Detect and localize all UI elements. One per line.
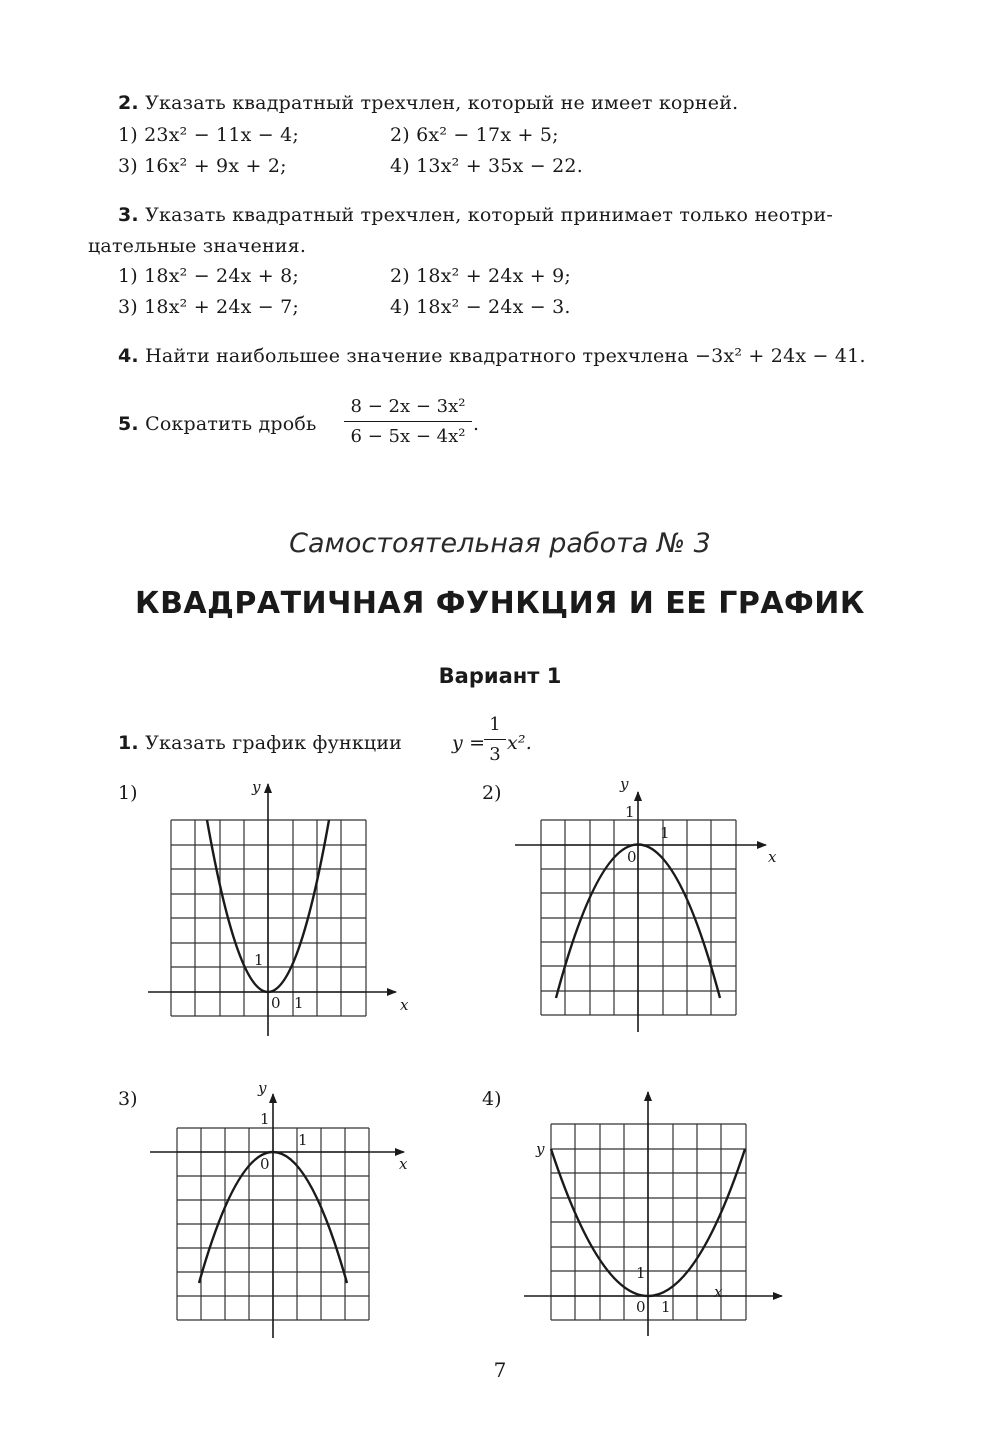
graph-4-y-label: y — [536, 1140, 545, 1158]
graph-3-x-label: x — [399, 1155, 408, 1173]
graph-2 — [515, 775, 777, 1032]
q5-text: Сократить дробь — [145, 413, 317, 435]
graph-3-tick-x1: 1 — [298, 1131, 308, 1149]
q5-number: 5. — [118, 413, 139, 435]
graph-2-tick-x1: 1 — [660, 824, 670, 842]
q3-option-4: 4) 18x² − 24x − 3. — [390, 296, 571, 318]
q3-option-3: 3) 18x² + 24x − 7; — [118, 296, 300, 318]
q5-end: . — [473, 413, 480, 435]
graph-label-3: 3) — [118, 1088, 138, 1110]
q2-option-1: 1) 23x² − 11x − 4; — [118, 124, 300, 146]
graph-4-tick-x1: 1 — [661, 1298, 671, 1316]
graph-2-tick-y1: 1 — [625, 803, 635, 821]
graph-1-tick-x1: 1 — [294, 994, 304, 1012]
graph-3-tick-y1: 1 — [260, 1110, 270, 1128]
graph-label-4: 4) — [482, 1088, 502, 1110]
graph-2-x-label: x — [768, 848, 777, 866]
graph-1-tick-y1: 1 — [254, 951, 264, 969]
v1q1-text: Указать график функции — [145, 732, 403, 754]
graph-4-tick-y1: 1 — [636, 1264, 646, 1282]
q5-denominator: 6 − 5x − 4x² — [350, 426, 466, 447]
q4-text: Найти наибольшее значение квадратного трехчлена −3x² + 24x − 41. — [145, 345, 866, 367]
graph-3-origin: 0 — [260, 1155, 270, 1173]
variant-heading: Вариант 1 — [438, 664, 562, 688]
q2-text: Указать квадратный трехчлен, который не имеет корней. — [145, 92, 739, 114]
section-title: КВАДРАТИЧНАЯ ФУНКЦИЯ И ЕЕ ГРАФИК — [135, 586, 865, 621]
q2-number: 2. — [118, 92, 139, 114]
q3-option-1: 1) 18x² − 24x + 8; — [118, 265, 300, 287]
q3-text-2: цательные значения. — [88, 235, 307, 257]
v1q1-frac-den: 3 — [489, 744, 501, 765]
section-subtitle: Самостоятельная работа № 3 — [289, 528, 711, 559]
q2-option-3: 3) 16x² + 9x + 2; — [118, 155, 287, 177]
graph-label-1: 1) — [118, 782, 138, 804]
graph-4-origin: 0 — [636, 1298, 646, 1316]
graph-1 — [148, 778, 409, 1036]
v1q1-lhs: y = — [452, 732, 486, 754]
graph-3-y-label: y — [258, 1079, 267, 1097]
q3-text-1: Указать квадратный трехчлен, который принимает только неотри- — [145, 204, 833, 226]
q2-option-4: 4) 13x² + 35x − 22. — [390, 155, 583, 177]
graph-3 — [150, 1079, 408, 1338]
graph-2-y-label: y — [620, 775, 629, 793]
graph-1-origin: 0 — [271, 994, 281, 1012]
v1q1-number: 1. — [118, 732, 139, 754]
v1q1-rhs: x². — [507, 732, 532, 754]
graph-2-origin: 0 — [627, 848, 637, 866]
page-number: 7 — [493, 1358, 507, 1382]
v1q1-frac-num: 1 — [489, 714, 501, 735]
graph-4-x-label: x — [714, 1283, 723, 1301]
graph-label-2: 2) — [482, 782, 502, 804]
graph-1-y-label: y — [252, 778, 261, 796]
q4-number: 4. — [118, 345, 139, 367]
q5-numerator: 8 − 2x − 3x² — [350, 396, 466, 417]
q3-option-2: 2) 18x² + 24x + 9; — [390, 265, 572, 287]
q2-option-2: 2) 6x² − 17x + 5; — [390, 124, 559, 146]
graph-4 — [524, 1092, 782, 1336]
q3-number: 3. — [118, 204, 139, 226]
graph-1-x-label: x — [400, 996, 409, 1014]
